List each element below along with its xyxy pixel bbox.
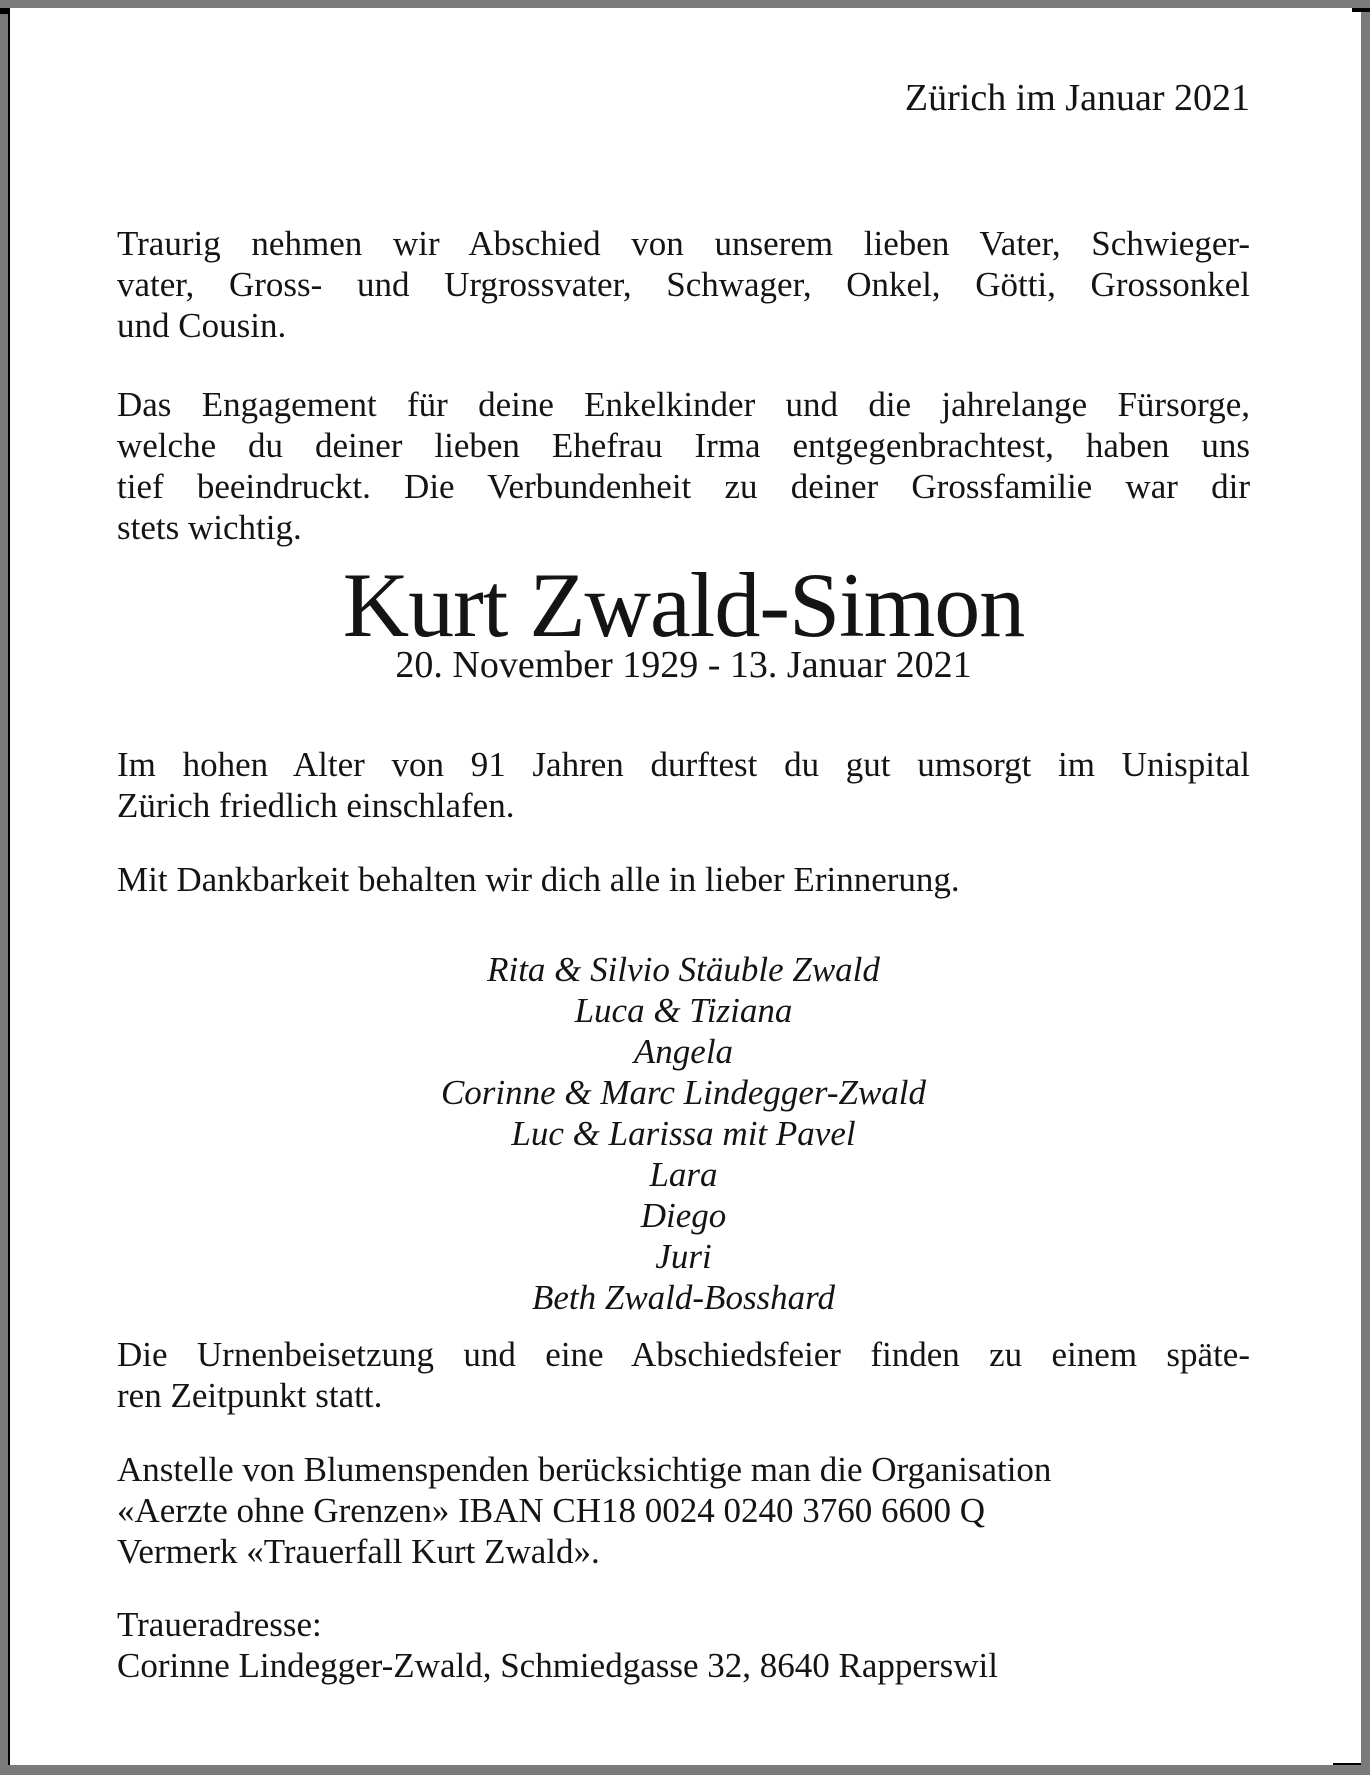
remembrance-paragraph [117, 859, 1250, 900]
donations-line: Anstelle von Blumenspenden berücksichtige man die Organisation [117, 1450, 1052, 1489]
mourners-list [117, 949, 1250, 1318]
passing-paragraph [117, 744, 1250, 826]
ceremony-line: ren Zeitpunkt statt. [117, 1376, 383, 1415]
passing-line: Im hohen Alter von 91 Jahren durftest du gut umsorgt im Unispital [117, 745, 1250, 784]
lifespan [117, 645, 1250, 686]
mourner-name: Diego [640, 1196, 727, 1235]
deceased-name [117, 555, 1250, 655]
intro-paragraph [117, 223, 1250, 346]
tribute-line: stets wichtig. [117, 508, 302, 547]
scan-edge-artifact-bottom-right [1333, 1763, 1361, 1765]
intro-line: und Cousin. [117, 306, 287, 345]
intro-line: vater, Gross- und Urgrossvater, Schwager, Onkel, Götti, Grossonkel [117, 265, 1250, 304]
dateline [117, 78, 1250, 119]
scan-frame-bottom [0, 1765, 1370, 1775]
mourner-name: Beth Zwald-Bosshard [531, 1278, 836, 1317]
tribute-paragraph [117, 384, 1250, 548]
mourner-name: Angela [633, 1032, 734, 1071]
mourner-name: Corinne & Marc Lindegger-Zwald [440, 1073, 927, 1112]
scan-edge-artifact-top-left [0, 8, 10, 14]
passing-line: Zürich friedlich einschlafen. [117, 786, 515, 825]
lifespan-text: 20. November 1929 - 13. Januar 2021 [395, 644, 972, 686]
mourner-name: Luca & Tiziana [574, 991, 793, 1030]
mourning-address [117, 1604, 1250, 1686]
scan-frame-right [1361, 8, 1370, 1775]
tribute-line: Das Engagement für deine Enkelkinder und die jahrelange Fürsorge, [117, 385, 1250, 424]
ceremony-line: Die Urnenbeisetzung und eine Abschiedsfeier finden zu einem späte- [117, 1335, 1250, 1374]
mourner-name: Luc & Larissa mit Pavel [511, 1114, 856, 1153]
mourner-name: Lara [649, 1155, 718, 1194]
dateline-text: Zürich im Januar 2021 [904, 77, 1250, 119]
donations-paragraph [117, 1449, 1250, 1572]
intro-line: Traurig nehmen wir Abschied von unserem lieben Vater, Schwieger- [117, 224, 1250, 263]
mourning-address-label: Traueradresse: [117, 1605, 322, 1644]
scan-edge-artifact-top-right [1352, 8, 1370, 12]
tribute-line: tief beeindruckt. Die Verbundenheit zu deiner Grossfamilie war dir [117, 467, 1250, 506]
tribute-line: welche du deiner lieben Ehefrau Irma entgegenbrachtest, haben uns [117, 426, 1250, 465]
remembrance-line: Mit Dankbarkeit behalten wir dich alle in lieber Erinnerung. [117, 860, 960, 899]
mourner-name: Rita & Silvio Stäuble Zwald [487, 950, 880, 989]
ceremony-paragraph [117, 1334, 1250, 1416]
donations-line: «Aerzte ohne Grenzen» IBAN CH18 0024 0240 3760 6600 Q [117, 1491, 986, 1530]
donations-line: Vermerk «Trauerfall Kurt Zwald». [117, 1532, 600, 1571]
scan-frame-top [0, 0, 1370, 8]
mourning-address-value: Corinne Lindegger-Zwald, Schmiedgasse 32, 8640 Rapperswil [117, 1646, 998, 1685]
deceased-name-text: Kurt Zwald-Simon [342, 554, 1025, 656]
scan-frame-left [0, 8, 10, 1775]
mourner-name: Juri [655, 1237, 712, 1276]
